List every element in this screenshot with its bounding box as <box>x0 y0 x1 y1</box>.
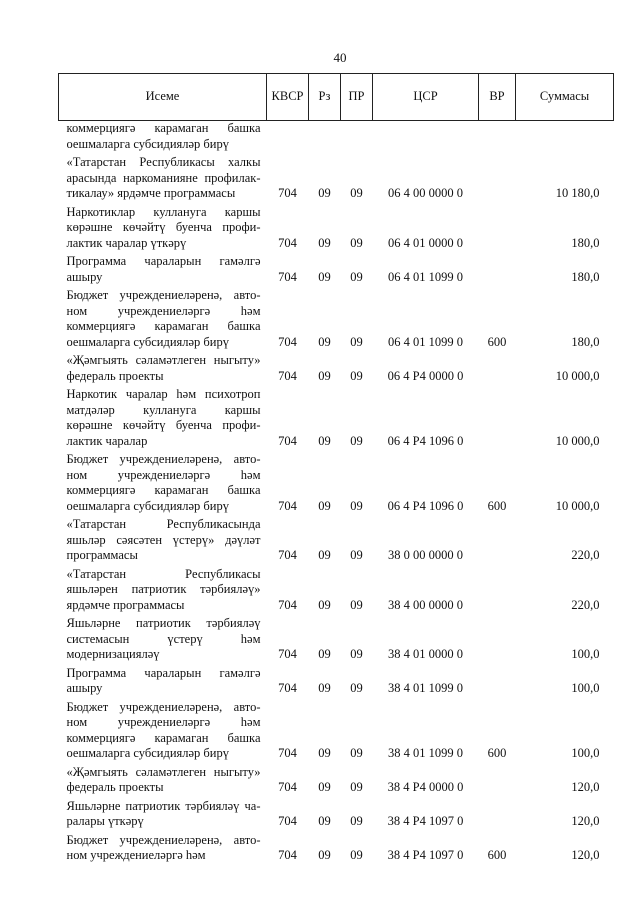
row-name <box>59 387 267 452</box>
table-row <box>59 616 614 666</box>
row-sum <box>516 121 614 156</box>
row-name <box>59 765 267 799</box>
row-kvsr: 704 <box>278 597 297 612</box>
table-row <box>59 155 614 205</box>
row-rz: 09 <box>318 681 331 695</box>
row-csr: 38 4 P4 1097 0 <box>387 848 464 862</box>
row-name-line: коммерциягә карамаган башка <box>66 730 261 745</box>
table-row <box>59 353 614 387</box>
row-csr: 06 4 P4 1096 0 <box>387 498 464 513</box>
row-vr <box>479 567 516 617</box>
row-csr: 06 4 00 0000 0 <box>388 186 463 200</box>
row-name-line: «Татарстан Республикасы <box>66 566 261 581</box>
row-rz: 09 <box>318 368 331 383</box>
row-csr <box>373 121 479 156</box>
table-row <box>59 517 614 567</box>
row-name-line: Программа чараларын гамәлгә <box>66 665 261 680</box>
row-sum: 180,0 <box>571 235 600 250</box>
row-rz <box>309 121 341 156</box>
row-pr: 09 <box>350 433 363 448</box>
table-row <box>59 567 614 617</box>
row-name-line: модернизацияләү <box>66 647 160 661</box>
row-name-line: оешмаларга субсидияләр бирү <box>66 746 229 760</box>
row-kvsr: 704 <box>278 746 297 760</box>
row-rz: 09 <box>318 498 331 513</box>
row-kvsr: 704 <box>278 334 297 349</box>
table-body <box>59 121 614 867</box>
row-pr: 09 <box>350 334 363 349</box>
row-name-line: Наркотик чаралар һәм психотроп <box>66 387 261 401</box>
row-name-line: Бюджет учреждениеләренә, авто- <box>66 832 261 847</box>
table-row <box>59 387 614 452</box>
row-sum: 220,0 <box>571 597 600 612</box>
row-kvsr: 704 <box>278 186 297 200</box>
row-kvsr: 704 <box>278 780 297 794</box>
row-vr <box>479 121 516 156</box>
row-name-line: ном учреждениеләргә һәм <box>66 715 261 729</box>
row-name <box>59 567 267 617</box>
table-row <box>59 121 614 156</box>
row-sum: 100,0 <box>571 681 600 695</box>
row-name <box>59 616 267 666</box>
budget-table <box>58 73 614 867</box>
table-row <box>59 700 614 765</box>
row-name-line: «Җәмгыять сәламәтлеген ныгыту» <box>66 353 261 367</box>
table-row <box>59 833 614 867</box>
row-name-line: лактик чаралар үткәрү <box>66 235 187 250</box>
row-rz: 09 <box>318 597 331 612</box>
row-rz: 09 <box>318 814 331 828</box>
row-name-line: коммерциягә карамаган башка <box>66 319 261 333</box>
row-name <box>59 205 267 255</box>
row-csr: 38 0 00 0000 0 <box>388 548 463 562</box>
row-vr: 600 <box>487 498 507 513</box>
row-vr <box>479 765 516 799</box>
row-pr: 09 <box>350 548 363 562</box>
table-header <box>59 74 614 121</box>
row-name <box>59 288 267 353</box>
row-pr: 09 <box>350 186 363 200</box>
row-csr: 38 4 00 0000 0 <box>388 597 463 612</box>
row-kvsr: 704 <box>278 848 297 862</box>
row-sum: 120,0 <box>571 814 600 828</box>
row-vr <box>479 387 516 452</box>
row-pr: 09 <box>350 498 363 513</box>
row-csr: 06 4 01 1099 0 <box>388 269 463 284</box>
table-row <box>59 666 614 700</box>
row-name-line: ралары үткәрү <box>66 814 144 828</box>
row-name-line: матдәләр кулланугa каршы <box>66 402 261 417</box>
row-csr: 38 4 01 0000 0 <box>388 647 463 661</box>
row-name-line: оешмаларга субсидияләр бирү <box>66 498 229 513</box>
row-name-line: Яшьләрне патриотик тәрбияләү ча- <box>66 798 261 813</box>
row-name-line: яшьләр сәясәтен үстерү» дәүләт <box>66 532 261 547</box>
row-csr: 06 4 P4 1096 0 <box>387 433 464 448</box>
header-sum: Суммасы <box>516 74 614 121</box>
row-name-line: Бюджет учреждениеләренә, авто- <box>66 288 261 302</box>
table-row <box>59 205 614 255</box>
row-pr: 09 <box>350 235 363 250</box>
row-name-line: коммерциягә карамаган башка <box>66 121 261 135</box>
row-name-line: ном учреждениеләргә һәм <box>66 848 206 862</box>
row-name-line: Бюджет учреждениеләренә, авто- <box>66 699 261 714</box>
row-name-line: ном учреждениеләргә һәм <box>66 303 261 318</box>
row-rz: 09 <box>318 235 331 250</box>
row-sum: 10 000,0 <box>555 498 600 513</box>
row-name <box>59 155 267 205</box>
row-name-line: көрәшне көчәйтү буенча профи- <box>66 418 261 432</box>
row-pr: 09 <box>350 647 363 661</box>
row-kvsr: 704 <box>278 681 297 695</box>
row-name-line: оешмаларга субсидияләр бирү <box>66 334 229 349</box>
table-row <box>59 765 614 799</box>
row-pr: 09 <box>350 368 363 383</box>
row-csr: 06 4 01 1099 0 <box>388 334 463 349</box>
row-vr <box>479 353 516 387</box>
row-sum: 100,0 <box>571 746 600 760</box>
row-name-line: ном учреждениеләргә һәм <box>66 467 261 482</box>
row-pr: 09 <box>350 848 363 862</box>
row-vr <box>479 616 516 666</box>
row-name-line: тикалау» ярдәмче программасы <box>66 186 236 200</box>
row-rz: 09 <box>318 186 331 200</box>
row-pr: 09 <box>350 780 363 794</box>
row-csr: 38 4 P4 1097 0 <box>387 814 464 828</box>
row-name <box>59 833 267 867</box>
row-csr: 38 4 01 1099 0 <box>388 681 463 695</box>
row-name-line: ашыру <box>66 681 103 695</box>
table-row <box>59 799 614 833</box>
row-name-line: Яшьләрне патриотик тәрбияләү <box>66 616 261 630</box>
row-rz: 09 <box>318 647 331 661</box>
row-name-line: Наркотиклар куллануга каршы <box>66 204 261 219</box>
row-name-line: федераль проекты <box>66 780 164 794</box>
row-name-line: яшьләрен патриотик тәрбияләү» <box>66 582 261 596</box>
row-pr: 09 <box>350 814 363 828</box>
row-name-line: көрәшне көчәйтү буенча профи- <box>66 220 261 234</box>
row-pr <box>341 121 373 156</box>
row-kvsr: 704 <box>278 269 297 284</box>
row-name-line: арасында наркоманияне профилак- <box>66 170 261 185</box>
row-vr <box>479 254 516 288</box>
row-name <box>59 799 267 833</box>
row-csr: 38 4 P4 0000 0 <box>387 780 464 794</box>
row-name <box>59 353 267 387</box>
page-number: 40 <box>333 50 347 65</box>
row-pr: 09 <box>350 681 363 695</box>
row-sum: 180,0 <box>571 269 600 284</box>
row-kvsr: 704 <box>278 814 297 828</box>
table-row <box>59 288 614 353</box>
row-rz: 09 <box>318 433 331 448</box>
row-name-line: Бюджет учреждениеләренә, авто- <box>66 452 261 466</box>
row-rz: 09 <box>318 334 331 349</box>
row-rz: 09 <box>318 548 331 562</box>
row-kvsr: 704 <box>278 235 297 250</box>
header-rz: Рз <box>309 74 341 121</box>
row-name-line: оешмаларга субсидияләр бирү <box>66 136 229 151</box>
row-name-line: «Җәмгыять сәламәтлеген ныгыту» <box>66 764 261 779</box>
row-pr: 09 <box>350 597 363 612</box>
row-name-line: коммерциягә карамаган башка <box>66 483 261 497</box>
row-sum: 10 000,0 <box>555 433 600 448</box>
row-vr: 600 <box>487 848 507 862</box>
row-sum: 10 000,0 <box>555 368 600 383</box>
row-rz: 09 <box>318 269 331 284</box>
row-csr: 06 4 01 0000 0 <box>388 235 463 250</box>
row-rz: 09 <box>318 848 331 862</box>
row-vr <box>479 799 516 833</box>
row-vr: 600 <box>487 334 507 349</box>
row-name-line: лактик чаралар <box>66 433 148 448</box>
row-name <box>59 452 267 517</box>
row-vr <box>479 205 516 255</box>
header-kvsr: КВСР <box>267 74 309 121</box>
row-csr: 38 4 01 1099 0 <box>388 746 463 760</box>
row-sum: 120,0 <box>571 780 600 794</box>
row-name <box>59 517 267 567</box>
row-kvsr: 704 <box>278 548 297 562</box>
row-name-line: ярдәмче программасы <box>66 597 185 612</box>
row-pr: 09 <box>350 746 363 760</box>
row-vr: 600 <box>487 746 507 760</box>
row-name-line: программасы <box>66 548 138 562</box>
row-sum: 180,0 <box>571 334 600 349</box>
header-name: Исеме <box>59 74 267 121</box>
row-kvsr: 704 <box>278 433 297 448</box>
table-row <box>59 254 614 288</box>
row-sum: 220,0 <box>571 548 600 562</box>
row-pr: 09 <box>350 269 363 284</box>
row-sum: 100,0 <box>571 647 600 661</box>
header-pr: ПР <box>341 74 373 121</box>
row-kvsr: 704 <box>278 368 297 383</box>
row-name <box>59 254 267 288</box>
row-name <box>59 700 267 765</box>
table-row <box>59 452 614 517</box>
row-name-line: федераль проекты <box>66 368 164 383</box>
row-name-line: «Татарстан Республикасында <box>66 517 261 531</box>
row-name-line: ашыру <box>66 269 103 284</box>
header-vr: ВР <box>479 74 516 121</box>
row-vr <box>479 666 516 700</box>
row-name-line: системасын үстерү һәм <box>66 631 261 646</box>
row-vr <box>479 517 516 567</box>
row-kvsr: 704 <box>278 498 297 513</box>
row-sum: 120,0 <box>571 848 600 862</box>
row-vr <box>479 155 516 205</box>
row-csr: 06 4 P4 0000 0 <box>387 368 464 383</box>
row-rz: 09 <box>318 780 331 794</box>
row-kvsr: 704 <box>278 647 297 661</box>
row-name <box>59 666 267 700</box>
row-name-line: «Татарстан Республикасы халкы <box>66 155 261 169</box>
header-csr: ЦСР <box>373 74 479 121</box>
row-rz: 09 <box>318 746 331 760</box>
row-sum: 10 180,0 <box>555 186 600 200</box>
row-kvsr <box>267 121 309 156</box>
row-name <box>59 121 267 156</box>
row-name-line: Программа чараларын гамәлгә <box>66 254 261 268</box>
